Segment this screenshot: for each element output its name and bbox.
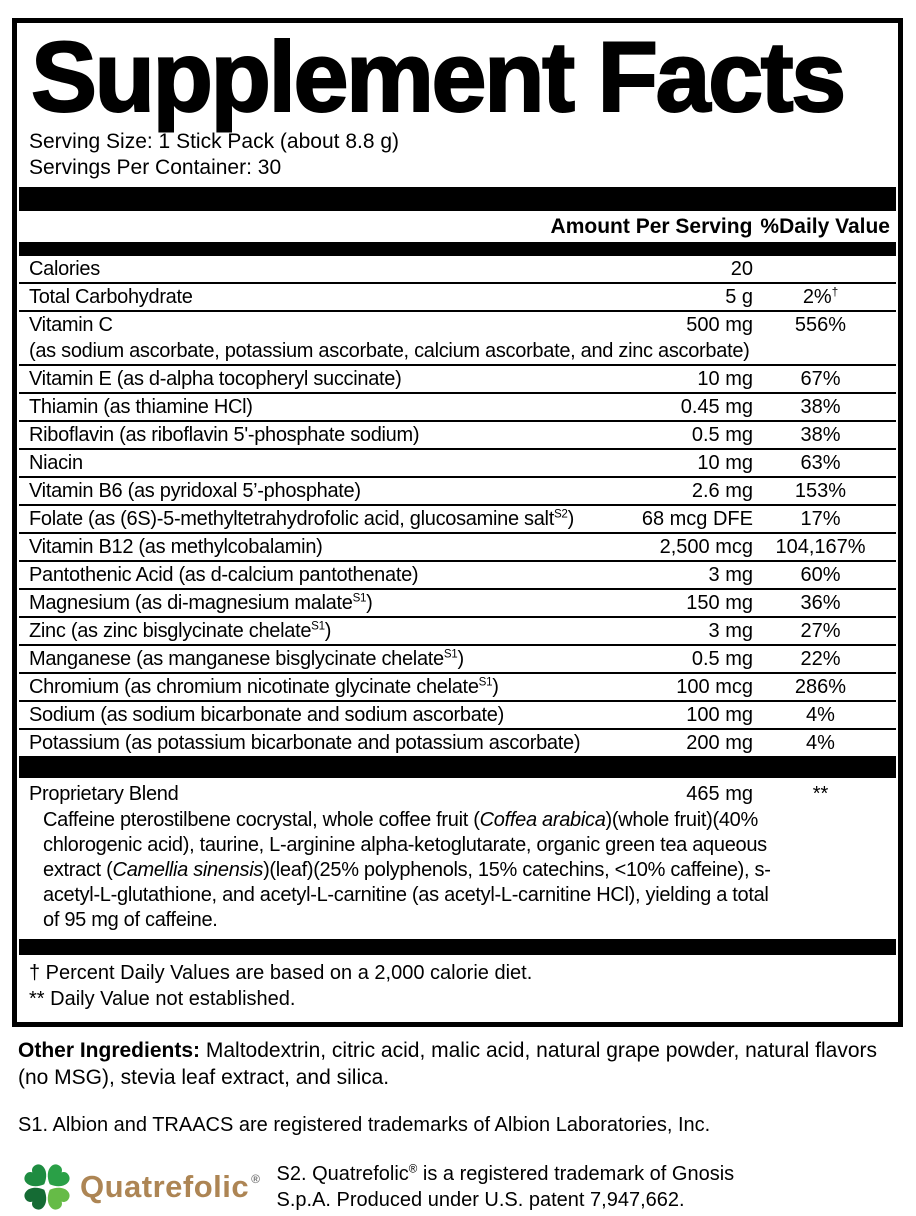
row-name: Zinc (as zinc bisglycinate chelate$^{S1}$) — [29, 619, 332, 642]
row-name: Calories — [29, 258, 100, 280]
row-name: Vitamin C — [29, 314, 113, 336]
s2-trademark-note: S2. Quatrefolic® is a registered trademark of Gnosis S.p.A. Produced under U.S. patent 7,947,662. — [276, 1162, 735, 1211]
row-daily-value: 60% — [800, 564, 841, 586]
facts-rows — [19, 256, 896, 756]
table-row — [19, 422, 896, 450]
row-amount: 500 mg — [686, 314, 753, 336]
row-amount: 100 mcg — [676, 676, 753, 698]
row-amount: 10 mg — [697, 452, 753, 474]
row-daily-value: 556% — [794, 314, 847, 336]
table-row — [19, 646, 896, 674]
row-daily-value: 67% — [800, 368, 841, 390]
row-daily-value: 17% — [800, 508, 841, 530]
blend-name: Proprietary Blend — [29, 783, 179, 805]
row-name: Vitamin B6 (as pyridoxal 5’-phosphate) — [29, 480, 361, 502]
supplement-facts-box — [12, 18, 903, 1027]
row-name: Potassium (as potassium bicarbonate and potassium ascorbate) — [29, 732, 581, 754]
other-ingredients-text: Maltodextrin, citric acid, malic acid, natural grape powder, natural flavors (no MSG), stevia leaf extract, and silica. — [18, 1039, 878, 1089]
table-row — [19, 284, 896, 312]
row-daily-value: 153% — [794, 480, 847, 502]
daily-value-header: %Daily Value — [760, 215, 890, 238]
row-daily-value: 36% — [800, 592, 841, 614]
table-row — [19, 394, 896, 422]
row-amount: 2.6 mg — [691, 480, 753, 502]
blend-amount: 465 mg — [686, 783, 753, 805]
row-daily-value: 38% — [800, 396, 841, 418]
row-name: Pantothenic Acid (as d-calcium pantothenate) — [29, 564, 419, 586]
table-row — [19, 702, 896, 730]
table-row — [19, 590, 896, 618]
footnotes — [19, 955, 896, 1018]
row-amount: 100 mg — [686, 704, 753, 726]
quatrefolic-logo-row — [18, 1158, 901, 1216]
servings-per-container: Servings Per Container: 30 — [29, 156, 282, 179]
separator-bar-header — [19, 242, 896, 256]
row-amount: 68 mcg DFE — [641, 508, 753, 530]
row-daily-value: 27% — [800, 620, 841, 642]
footnote-daily-value: † Percent Daily Values are based on a 2,000 calorie diet. — [29, 962, 533, 984]
table-row — [19, 478, 896, 506]
separator-bar-top — [19, 187, 896, 211]
other-ingredients — [18, 1037, 901, 1091]
row-amount: 200 mg — [686, 732, 753, 754]
row-name: Folate (as (6S)-5-methyltetrahydrofolic acid, glucosamine salt$^{S2}$) — [29, 507, 574, 530]
row-daily-value: 4% — [806, 704, 835, 726]
row-daily-value: 104,167% — [775, 536, 866, 558]
table-row — [19, 256, 896, 284]
row-amount: 3 mg — [708, 564, 753, 586]
row-amount: 150 mg — [686, 592, 753, 614]
row-name: Vitamin B12 (as methylcobalamin) — [29, 536, 323, 558]
table-row — [19, 618, 896, 646]
serving-size: Serving Size: 1 Stick Pack (about 8.8 g) — [29, 130, 400, 153]
table-row — [19, 730, 896, 756]
table-row — [19, 450, 896, 478]
row-amount: 0.5 mg — [691, 424, 753, 446]
blend-description: Caffeine pterostilbene cocrystal, whole coffee fruit (Coffea arabica)(whole fruit)(40% chlorogenic acid), taurine, L-arginine alpha-ketoglutarate, organic green tea aqueous extract (Camellia sinensis)(leaf)(25% polyphenols, 15% catechins, <10% caffeine), s-acetyl-L-glutathione, and acetyl-L-carnitine (as acetyl-L-carnitine HCl), yielding a total of 95 mg of caffeine. — [43, 809, 771, 931]
proprietary-blend-section — [19, 778, 896, 939]
row-amount: 10 mg — [697, 368, 753, 390]
row-daily-value: 286% — [794, 676, 847, 698]
table-row — [19, 506, 896, 534]
amount-per-serving-header: Amount Per Serving — [550, 215, 753, 238]
table-row — [19, 562, 896, 590]
row-amount: 20 — [730, 258, 753, 280]
quatrefolic-logo-text: Quatrefolic ® — [80, 1169, 261, 1204]
row-daily-value: 4% — [806, 732, 835, 754]
row-name: Chromium (as chromium nicotinate glycinate chelate$^{S1}$) — [29, 675, 499, 698]
page-title: Supplement Facts — [31, 21, 844, 132]
row-amount: 3 mg — [708, 620, 753, 642]
separator-bar-footnotes — [19, 939, 896, 955]
other-ingredients-label: Other Ingredients: — [18, 1039, 201, 1062]
separator-bar-minerals — [19, 756, 896, 778]
row-name: Niacin — [29, 452, 83, 474]
row-name-second-line: (as sodium ascorbate, potassium ascorbate, calcium ascorbate, and zinc ascorbate) — [29, 340, 750, 362]
row-amount: 2,500 mcg — [659, 536, 753, 558]
row-daily-value: 63% — [800, 452, 841, 474]
s1-trademark-note: S1. Albion and TRAACS are registered trademarks of Albion Laboratories, Inc. — [18, 1114, 711, 1136]
row-amount: 0.45 mg — [680, 396, 753, 418]
row-name: Thiamin (as thiamine HCl) — [29, 396, 253, 418]
footnote-not-established: ** Daily Value not established. — [29, 988, 296, 1010]
table-row — [19, 366, 896, 394]
row-name: Magnesium (as di-magnesium malate$^{S1}$) — [29, 591, 373, 614]
row-name: Riboflavin (as riboflavin 5'-phosphate sodium) — [29, 424, 420, 446]
column-header-row — [19, 211, 896, 242]
row-daily-value: 2%† — [802, 285, 839, 308]
row-amount: 0.5 mg — [691, 648, 753, 670]
row-name: Total Carbohydrate — [29, 286, 193, 308]
registered-mark-icon: ® — [251, 1172, 261, 1186]
row-name: Manganese (as manganese bisglycinate chelate$^{S1}$) — [29, 647, 464, 670]
blend-daily-value: ** — [812, 783, 829, 805]
row-name: Sodium (as sodium bicarbonate and sodium ascorbate) — [29, 704, 504, 726]
table-row — [19, 534, 896, 562]
table-row — [19, 312, 896, 366]
row-name: Vitamin E (as d-alpha tocopheryl succinate) — [29, 368, 402, 390]
table-row — [19, 674, 896, 702]
row-amount: 5 g — [725, 286, 753, 308]
proprietary-blend-row — [29, 781, 888, 808]
row-daily-value: 38% — [800, 424, 841, 446]
quatrefolic-clover-icon — [18, 1158, 76, 1216]
row-daily-value: 22% — [800, 648, 841, 670]
